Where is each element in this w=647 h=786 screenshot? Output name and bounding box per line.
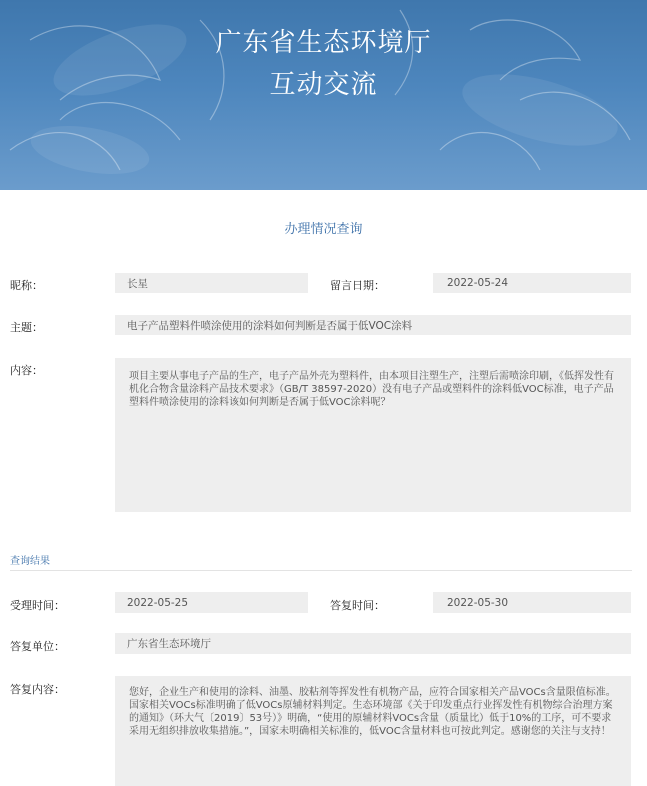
subject-value: 电子产品塑料件喷涂使用的涂料如何判断是否属于低VOC涂料 (115, 315, 631, 335)
reply-time-value: 2022-05-30 (433, 592, 631, 613)
content-label: 内容： (10, 364, 43, 377)
accept-time-label: 受理时间： (10, 599, 65, 612)
header-banner (0, 0, 647, 190)
reply-content-value: 您好，企业生产和使用的涂料、油墨、胶粘剂等挥发性有机物产品，应符合国家相关产品VOCs含量限值标准。国家相关VOCs标准明确了低VOCs原辅材料判定。生态环境部《关于印发重点行业挥发性有机物综合治理方案的通知》（环大气〔2019〕53号）》明确，“使用的原辅材料VOCs含量（质量比）低于10%的工序，可不要求采用无组织排放收集措施。”，国家未明确相关标准的，低VOC含量材料也可按此判定。感谢您的关注与支持！ (115, 676, 631, 786)
result-heading: 查询结果 (10, 556, 50, 567)
accept-time-value: 2022-05-25 (115, 592, 308, 613)
nickname-value: 长星 (115, 273, 308, 293)
content-value: 项目主要从事电子产品的生产，电子产品外壳为塑料件，由本项目注塑生产，注塑后需喷涂印刷，《低挥发性有机化合物含量涂料产品技术要求》（GB/T 38597-2020）没有电子产品或塑料件的涂料低VOC标准，电子产品塑料件喷涂使用的涂料该如何判断是否属于低VOC涂料呢？ (115, 358, 631, 512)
reply-unit-value: 广东省生态环境厅 (115, 633, 631, 654)
nickname-label: 昵称： (10, 279, 43, 292)
reply-unit-label: 答复单位： (10, 640, 65, 653)
result-divider (10, 570, 632, 571)
reply-time-label: 答复时间： (330, 599, 385, 612)
message-date-value: 2022-05-24 (433, 273, 631, 293)
site-title: 广东省生态环境厅 (215, 28, 432, 58)
site-subtitle: 互动交流 (269, 70, 378, 100)
reply-content-label: 答复内容： (10, 683, 65, 696)
page-title: 办理情况查询 (284, 222, 363, 237)
subject-label: 主题： (10, 321, 43, 334)
message-date-label: 留言日期： (330, 279, 385, 292)
